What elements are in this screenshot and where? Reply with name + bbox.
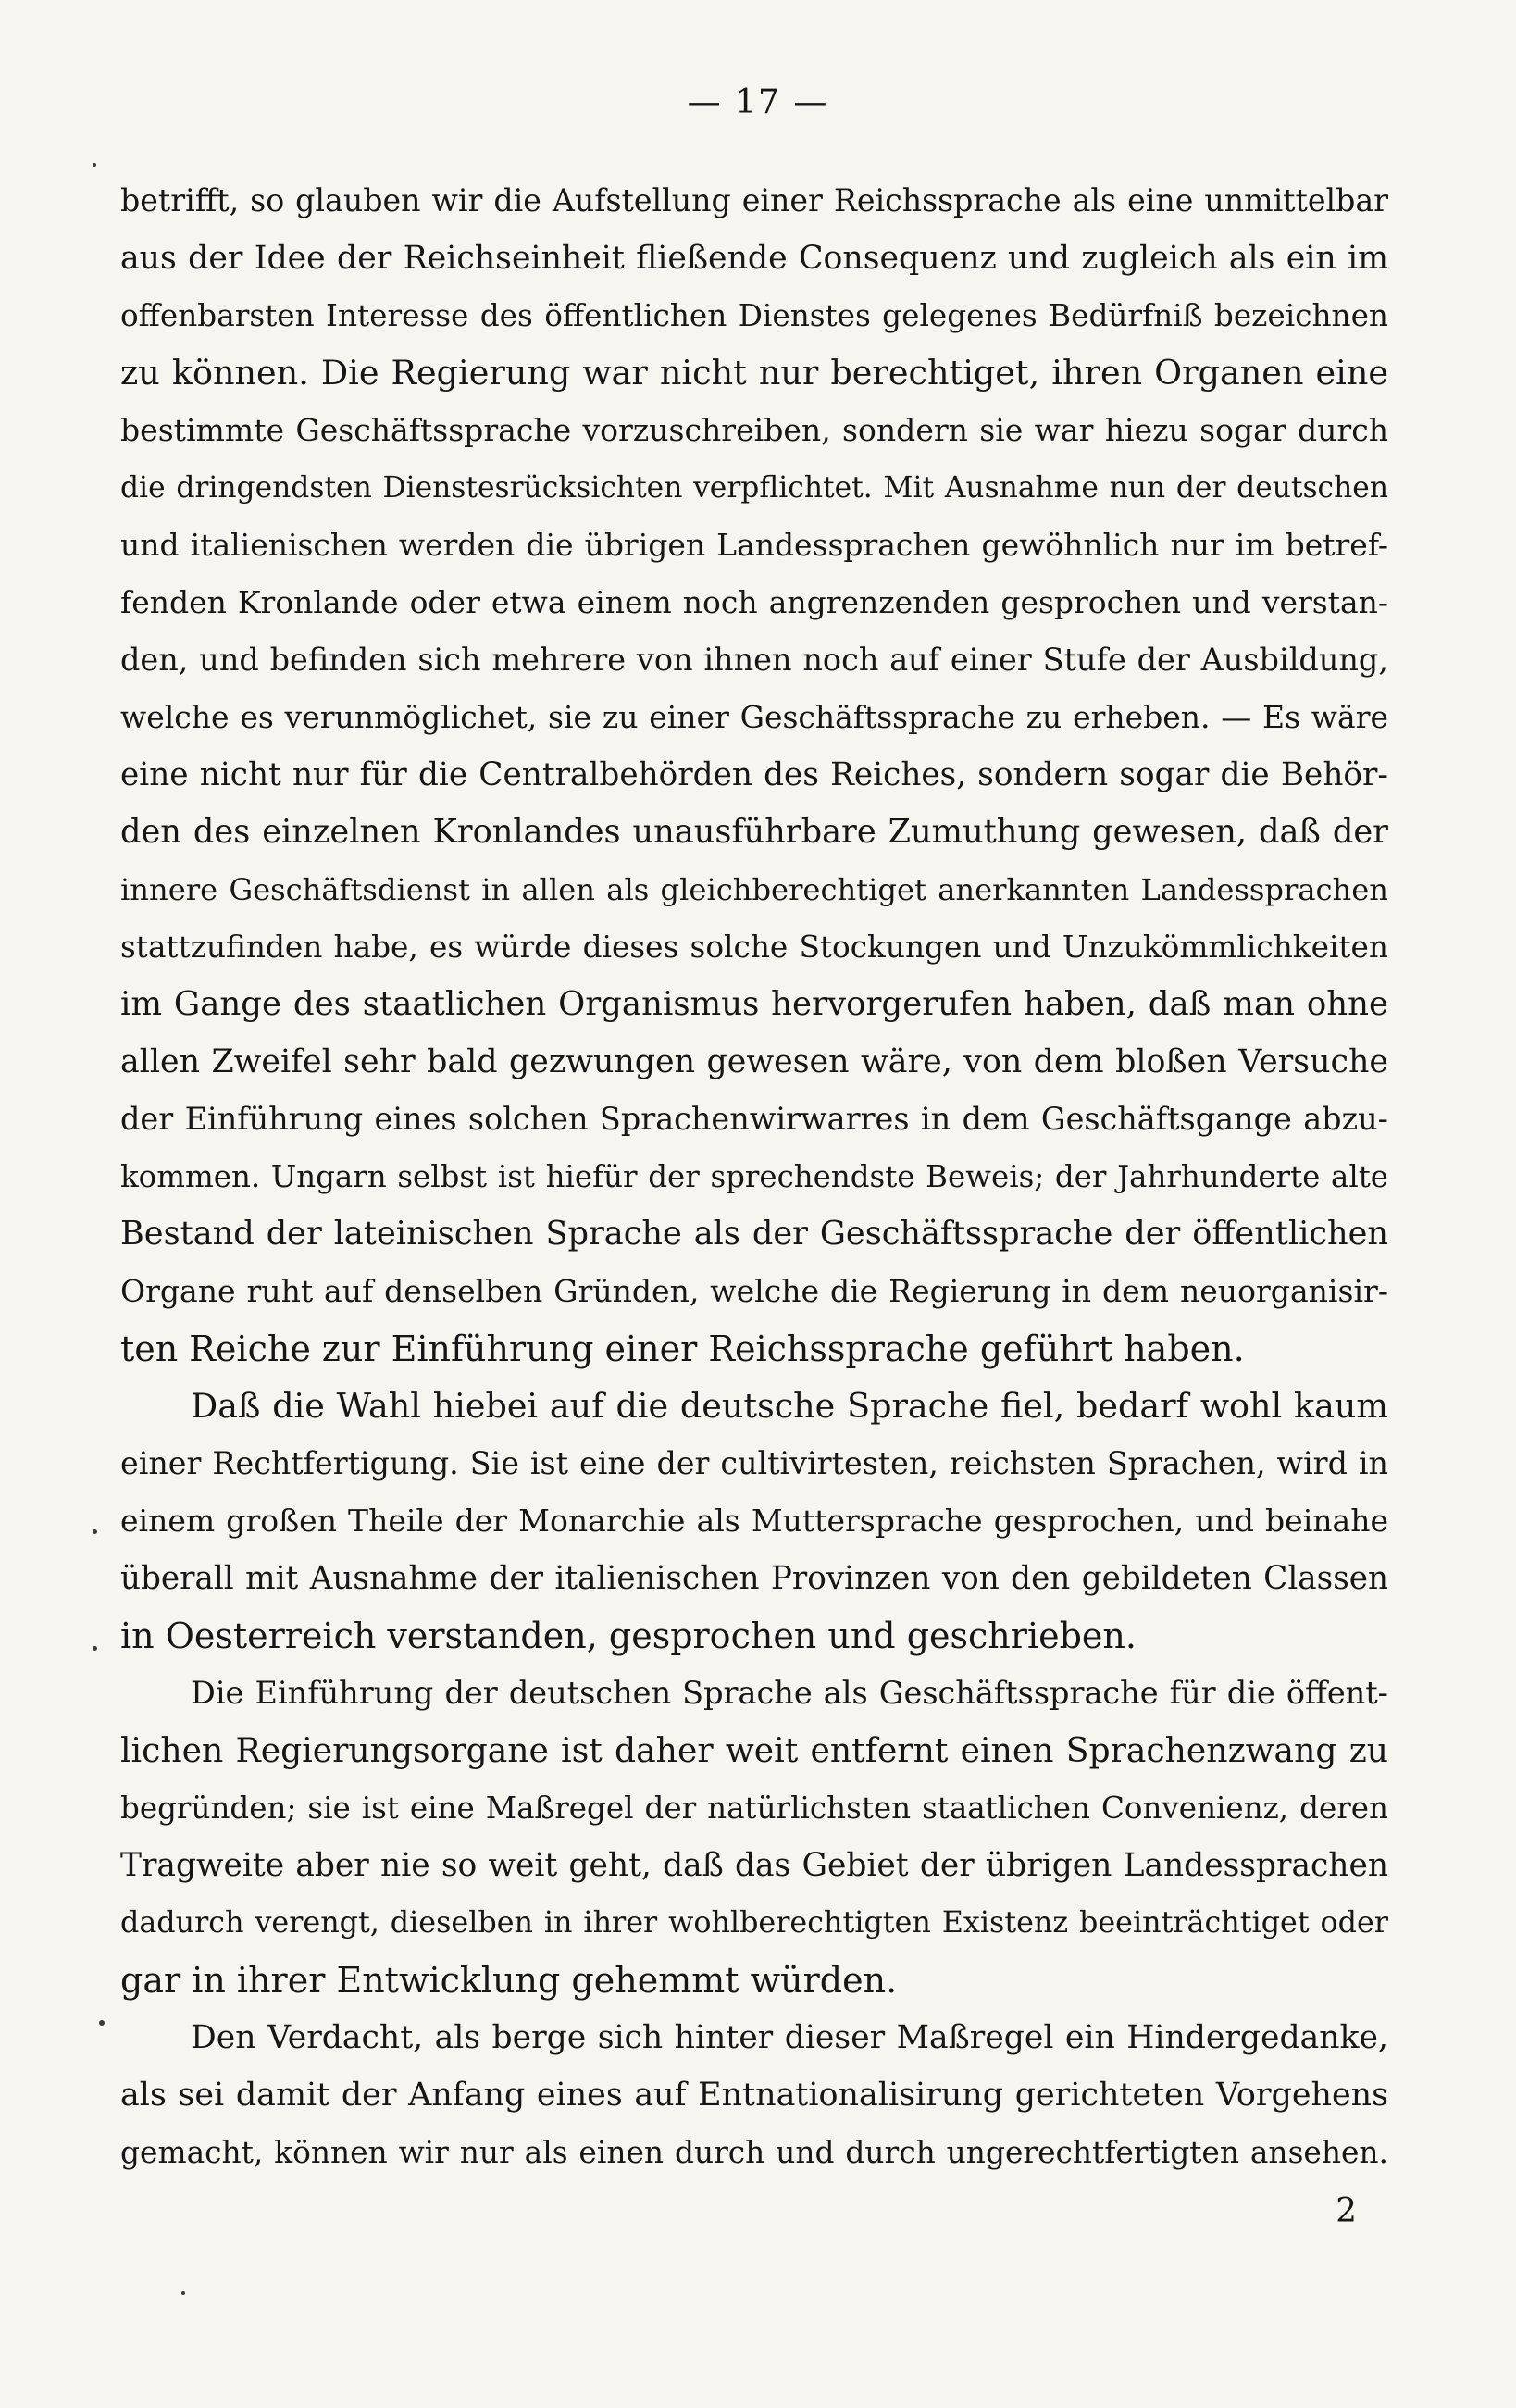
paragraph-end-line: in Oesterreich verstanden, gesprochen und geschrieben. (120, 1616, 1137, 1656)
text-line: lichen Regierungsorgane ist daher weit entfernt einen Sprachenzwang zu (120, 1730, 1388, 1770)
paragraph-end-line: ten Reiche zur Einführung einer Reichssprache geführt haben. (120, 1329, 1245, 1369)
text-line: dadurch verengt, dieselben in ihrer wohlberechtigten Existenz beeinträchtiget oder (120, 1905, 1388, 1940)
text-line: überall mit Ausnahme der italienischen Provinzen von den gebildeten Classen (120, 1560, 1388, 1597)
text-line: einem großen Theile der Monarchie als Muttersprache gesprochen, und beinahe (120, 1503, 1388, 1539)
ink-speck (93, 163, 96, 167)
text-line: innere Geschäftsdienst in allen als gleichberechtiget anerkannten Landessprachen (120, 872, 1388, 907)
text-line: und italienischen werden die übrigen Landessprachen gewöhnlich nur im betref- (120, 527, 1388, 563)
text-line: gemacht, können wir nur als einen durch und durch ungerechtfertigten ansehen. (120, 2135, 1388, 2170)
ink-speck (93, 1529, 97, 1534)
text-line: die dringendsten Dienstesrücksichten verpflichtet. Mit Ausnahme nun der deutschen (120, 471, 1388, 505)
text-line: allen Zweifel sehr bald gezwungen gewesen wäre, von dem bloßen Versuche (120, 1043, 1388, 1080)
paragraph-start-line: Die Einführung der deutschen Sprache als Geschäftssprache für die öffent- (191, 1675, 1388, 1711)
text-line: aus der Idee der Reichseinheit fließende Consequenz und zugleich als ein im (120, 240, 1388, 277)
text-line: offenbarsten Interesse des öffentlichen Dienstes gelegenes Bedürfniß bezeichnen (120, 298, 1388, 333)
text-line: als sei damit der Anfang eines auf Entnationalisirung gerichteten Vorgehens (120, 2077, 1388, 2114)
signature-mark: 2 (1336, 2192, 1357, 2230)
text-line: bestimmte Geschäftssprache vorzuschreiben, sondern sie war hiezu sogar durch (120, 412, 1388, 448)
text-line: den, und befinden sich mehrere von ihnen noch auf einer Stufe der Ausbildung, (120, 642, 1388, 678)
paragraph-start-line: Daß die Wahl hiebei auf die deutsche Sprache fiel, bedarf wohl kaum (191, 1386, 1388, 1426)
text-line: welche es verunmöglichet, sie zu einer Geschäftssprache zu erheben. — Es wäre (120, 699, 1388, 735)
text-line: kommen. Ungarn selbst ist hiefür der sprechendste Beweis; der Jahrhunderte alte (120, 1159, 1388, 1194)
text-line: stattzufinden habe, es würde dieses solche Stockungen und Unzukömmlichkeiten (120, 930, 1388, 965)
page-number: — 17 — (687, 83, 829, 121)
ink-speck (93, 1646, 97, 1651)
text-line: Organe ruht auf denselben Gründen, welche die Regierung in dem neuorganisir- (120, 1273, 1388, 1309)
text-line: den des einzelnen Kronlandes unausführbare Zumuthung gewesen, daß der (120, 813, 1388, 851)
ink-speck (181, 2291, 185, 2295)
text-line: der Einführung eines solchen Sprachenwirwarres in dem Geschäftsgange abzu- (120, 1101, 1388, 1137)
text-line: Bestand der lateinischen Sprache als der Geschäftssprache der öffentlichen (120, 1215, 1388, 1253)
ink-speck (99, 2020, 105, 2026)
text-line: betrifft, so glauben wir die Aufstellung einer Reichssprache als eine unmittelbar (120, 182, 1388, 218)
paragraph-start-line: Den Verdacht, als berge sich hinter dieser Maßregel ein Hindergedanke, (191, 2019, 1388, 2056)
text-line: Tragweite aber nie so weit geht, daß das Gebiet der übrigen Landessprachen (120, 1847, 1388, 1884)
text-line: im Gange des staatlichen Organismus hervorgerufen haben, daß man ohne (120, 985, 1388, 1023)
text-line: fenden Kronlande oder etwa einem noch angrenzenden gesprochen und verstan- (120, 584, 1388, 620)
text-line: zu können. Die Regierung war nicht nur berechtiget, ihren Organen eine (120, 353, 1388, 393)
text-line: begründen; sie ist eine Maßregel der natürlichsten staatlichen Convenienz, deren (120, 1790, 1388, 1826)
text-line: einer Rechtfertigung. Sie ist eine der cultivirtesten, reichsten Sprachen, wird in (120, 1445, 1388, 1481)
body-text (120, 172, 1388, 2181)
text-line: eine nicht nur für die Centralbehörden des Reiches, sondern sogar die Behör- (120, 756, 1388, 793)
paragraph-end-line: gar in ihrer Entwicklung gehemmt würden. (120, 1960, 898, 2001)
